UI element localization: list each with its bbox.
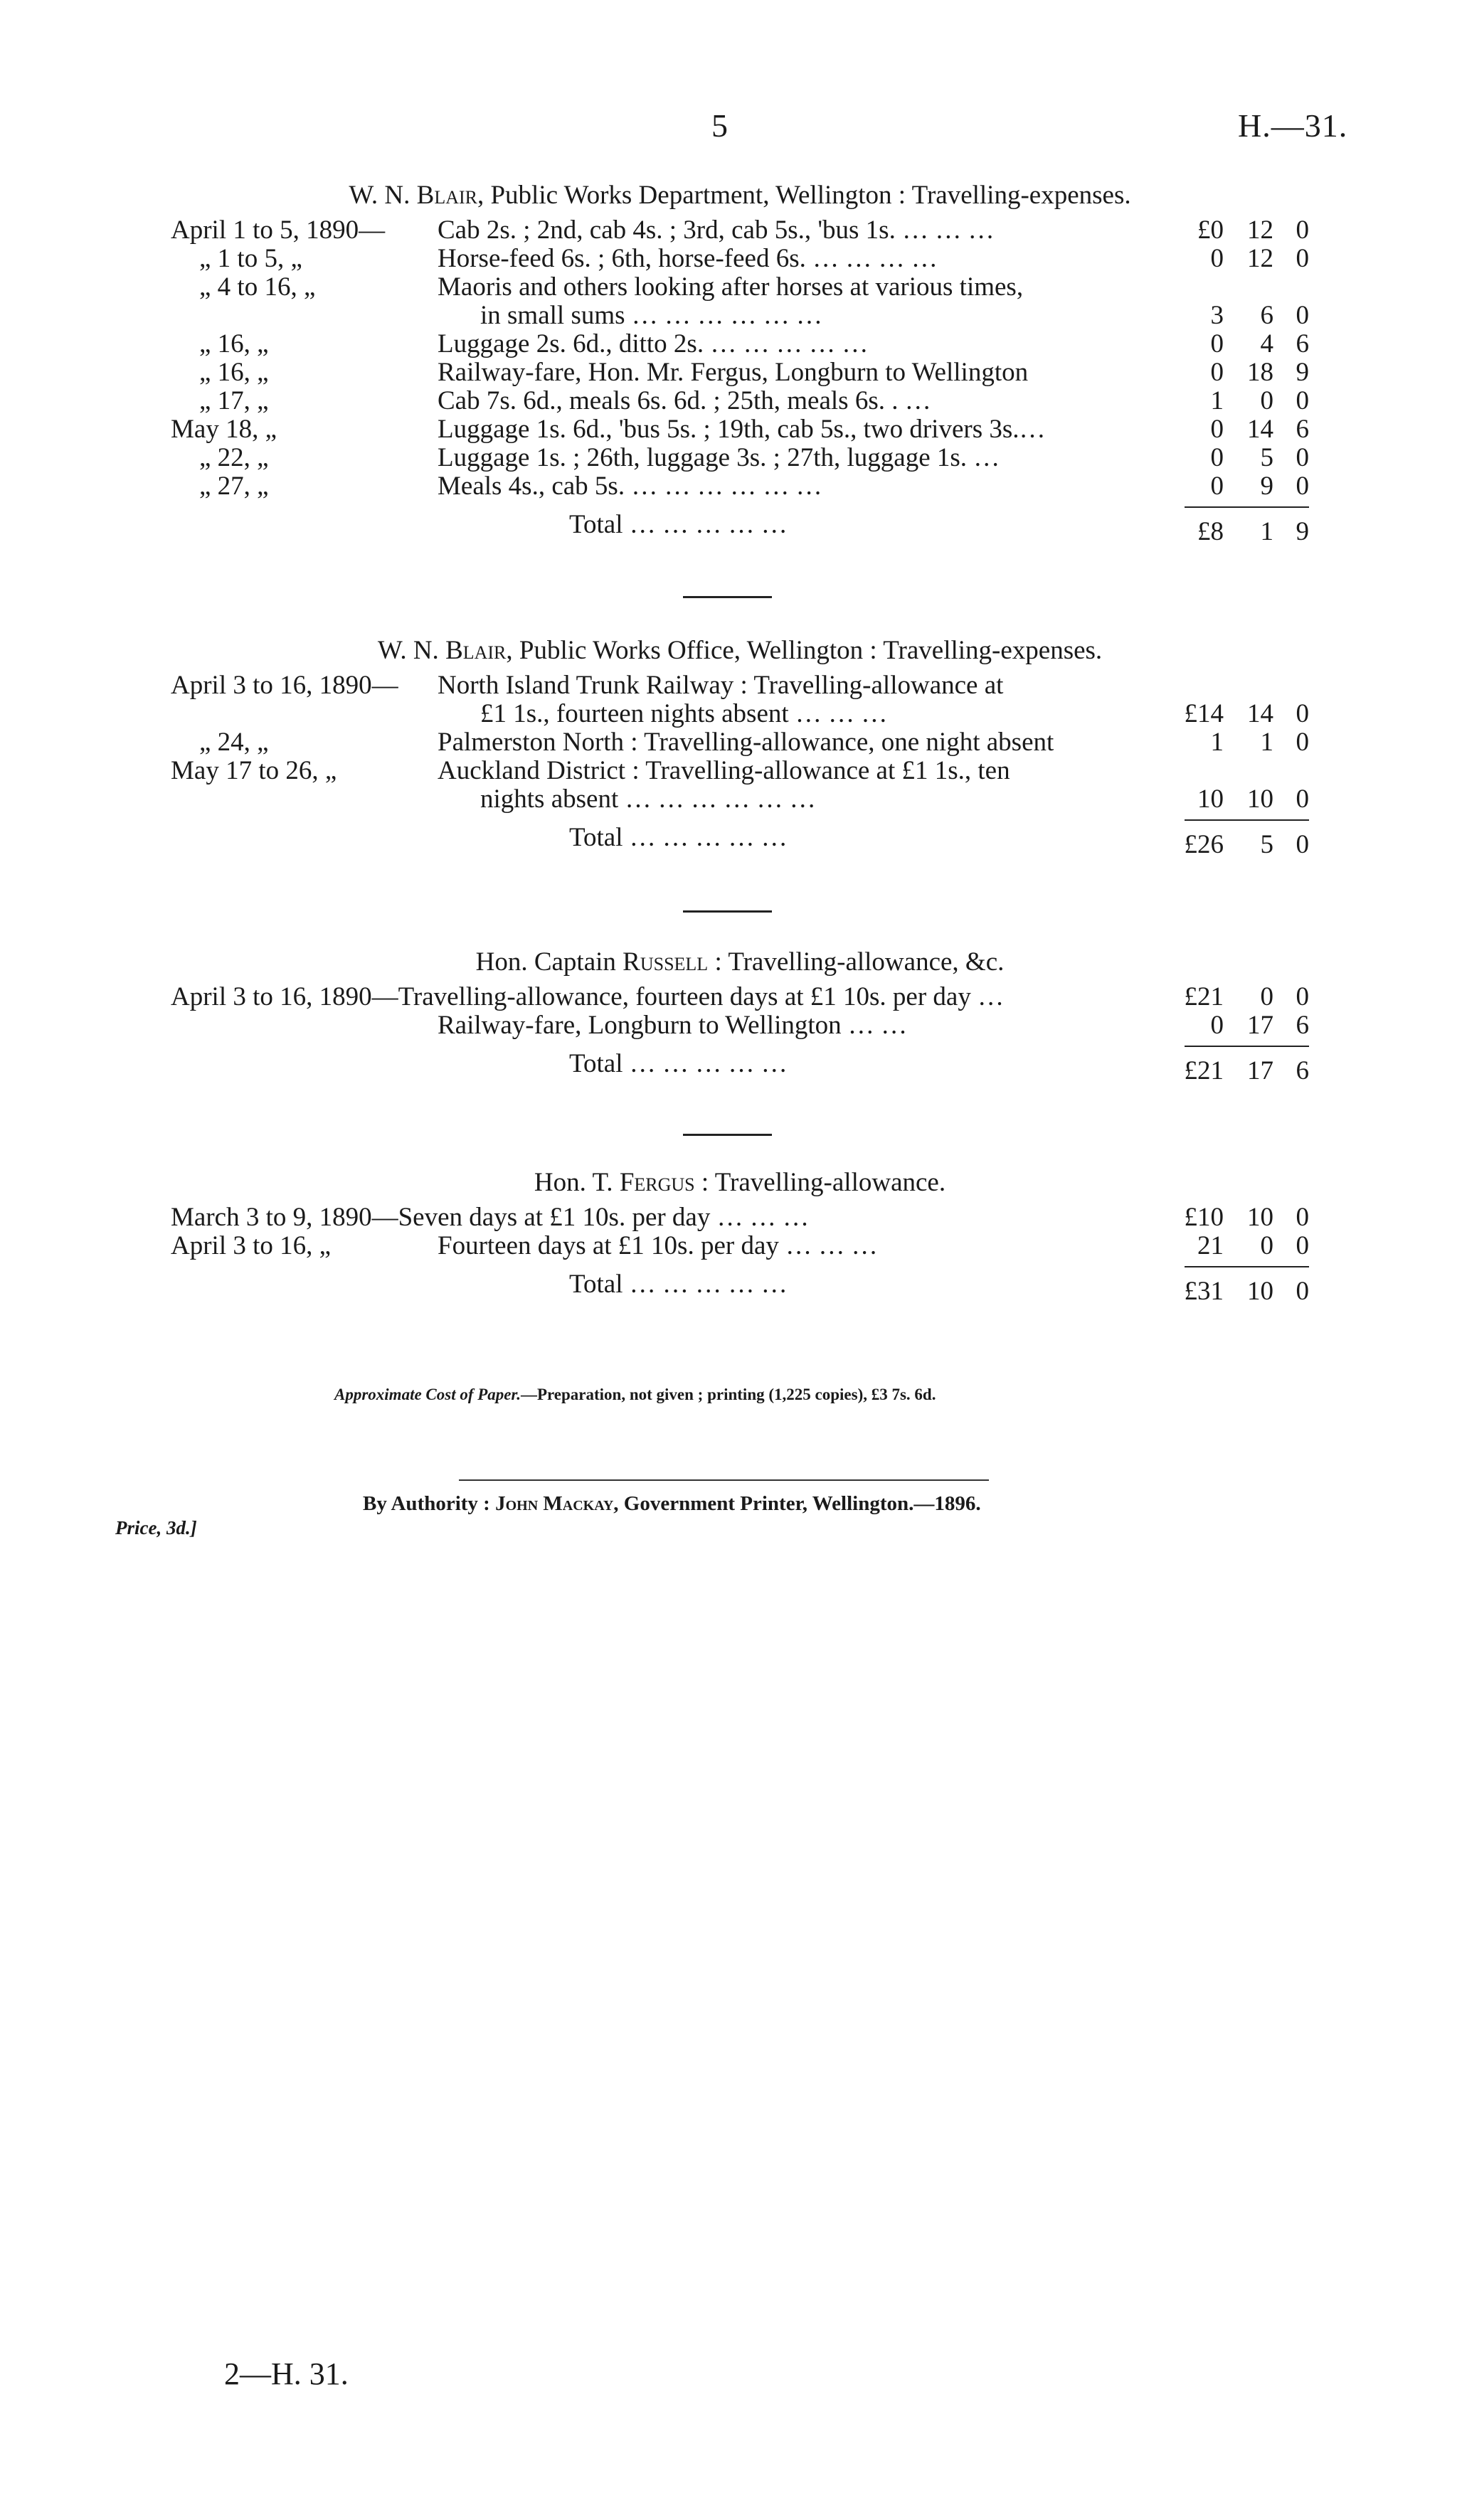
section-divider <box>683 596 772 598</box>
section-title: W. N. Blair, Public Works Office, Wellington : Travelling-expenses. <box>377 636 1103 665</box>
section-fergus <box>171 1166 1309 1306</box>
expense-row: „ 17, „ Cab 7s. 6d., meals 6s. 6d. ; 25th, meals 6s. . … 1 0 0 <box>199 386 1309 415</box>
authority-rule <box>459 1479 989 1481</box>
total-row: Total … … … … … £26 5 0 <box>171 824 1309 859</box>
expense-row: „ 4 to 16, „ Maoris and others looking after horses at various times, in small sums … … … … … … 3 6 0 <box>199 272 1309 330</box>
expense-row: April 1 to 5, 1890— Cab 2s. ; 2nd, cab 4s. ; 3rd, cab 5s., 'bus 1s. … … … £0 12 0 <box>171 216 1309 245</box>
printer-authority: By Authority : John Mackay, Government Printer, Wellington.—1896. <box>363 1492 981 1515</box>
expense-row: „ 22, „ Luggage 1s. ; 26th, luggage 3s. ; 27th, luggage 1s. … 0 5 0 <box>199 443 1309 472</box>
price-note: Price, 3d.] <box>115 1517 197 1538</box>
section-russell <box>171 946 1309 1085</box>
expense-row: May 18, „ Luggage 1s. 6d., 'bus 5s. ; 19th, cab 5s., two drivers 3s.… 0 14 6 <box>171 415 1309 444</box>
total-row: Total … … … … … £8 1 9 <box>171 511 1309 546</box>
section-title: Hon. T. Fergus : Travelling-allowance. <box>534 1168 946 1197</box>
expense-row: Railway-fare, Longburn to Wellington … … 0 17 6 <box>438 1011 1309 1040</box>
expense-row: April 3 to 16, „ Fourteen days at £1 10s. per day … … … 21 0 0 <box>171 1231 1309 1260</box>
section-blair-department <box>171 179 1309 546</box>
page-number: 5 <box>711 107 728 144</box>
page-reference: H.—31. <box>1238 107 1348 144</box>
expense-row: „ 16, „ Luggage 2s. 6d., ditto 2s. … … … … … 0 4 6 <box>199 329 1309 358</box>
expense-row: March 3 to 9, 1890—Seven days at £1 10s. per day … … … £10 10 0 <box>171 1203 1309 1232</box>
expense-row: „ 24, „ Palmerston North : Travelling-allowance, one night absent 1 1 0 <box>199 728 1309 757</box>
cost-note: Approximate Cost of Paper.—Preparation, not given ; printing (1,225 copies), £3 7s. 6d. <box>334 1386 936 1403</box>
expense-row: May 17 to 26, „ Auckland District : Travelling-allowance at £1 1s., ten nights absent … … … … … … 10 10 0 <box>171 756 1309 814</box>
section-divider <box>683 910 772 913</box>
expense-row: „ 27, „ Meals 4s., cab 5s. … … … … … … 0 9 0 <box>199 472 1309 501</box>
total-row: Total … … … … … £31 10 0 <box>171 1270 1309 1306</box>
footer-reference: 2—H. 31. <box>224 2356 349 2391</box>
section-divider <box>683 1134 772 1136</box>
section-title: W. N. Blair, Public Works Department, Wellington : Travelling-expenses. <box>349 181 1131 210</box>
section-blair-office <box>171 634 1309 859</box>
expense-row: „ 16, „ Railway-fare, Hon. Mr. Fergus, Longburn to Wellington 0 18 9 <box>199 358 1309 387</box>
expense-row: April 3 to 16, 1890—Travelling-allowance, fourteen days at £1 10s. per day … £21 0 0 <box>171 982 1309 1011</box>
total-row: Total … … … … … £21 17 6 <box>171 1050 1309 1085</box>
section-title: Hon. Captain Russell : Travelling-allowance, &c. <box>475 947 1005 977</box>
expense-row: „ 1 to 5, „ Horse-feed 6s. ; 6th, horse-feed 6s. … … … … 0 12 0 <box>199 244 1309 273</box>
expense-row: April 3 to 16, 1890— North Island Trunk Railway : Travelling-allowance at £1 1s., fourteen nights absent … … … £14 14 0 <box>171 671 1309 728</box>
